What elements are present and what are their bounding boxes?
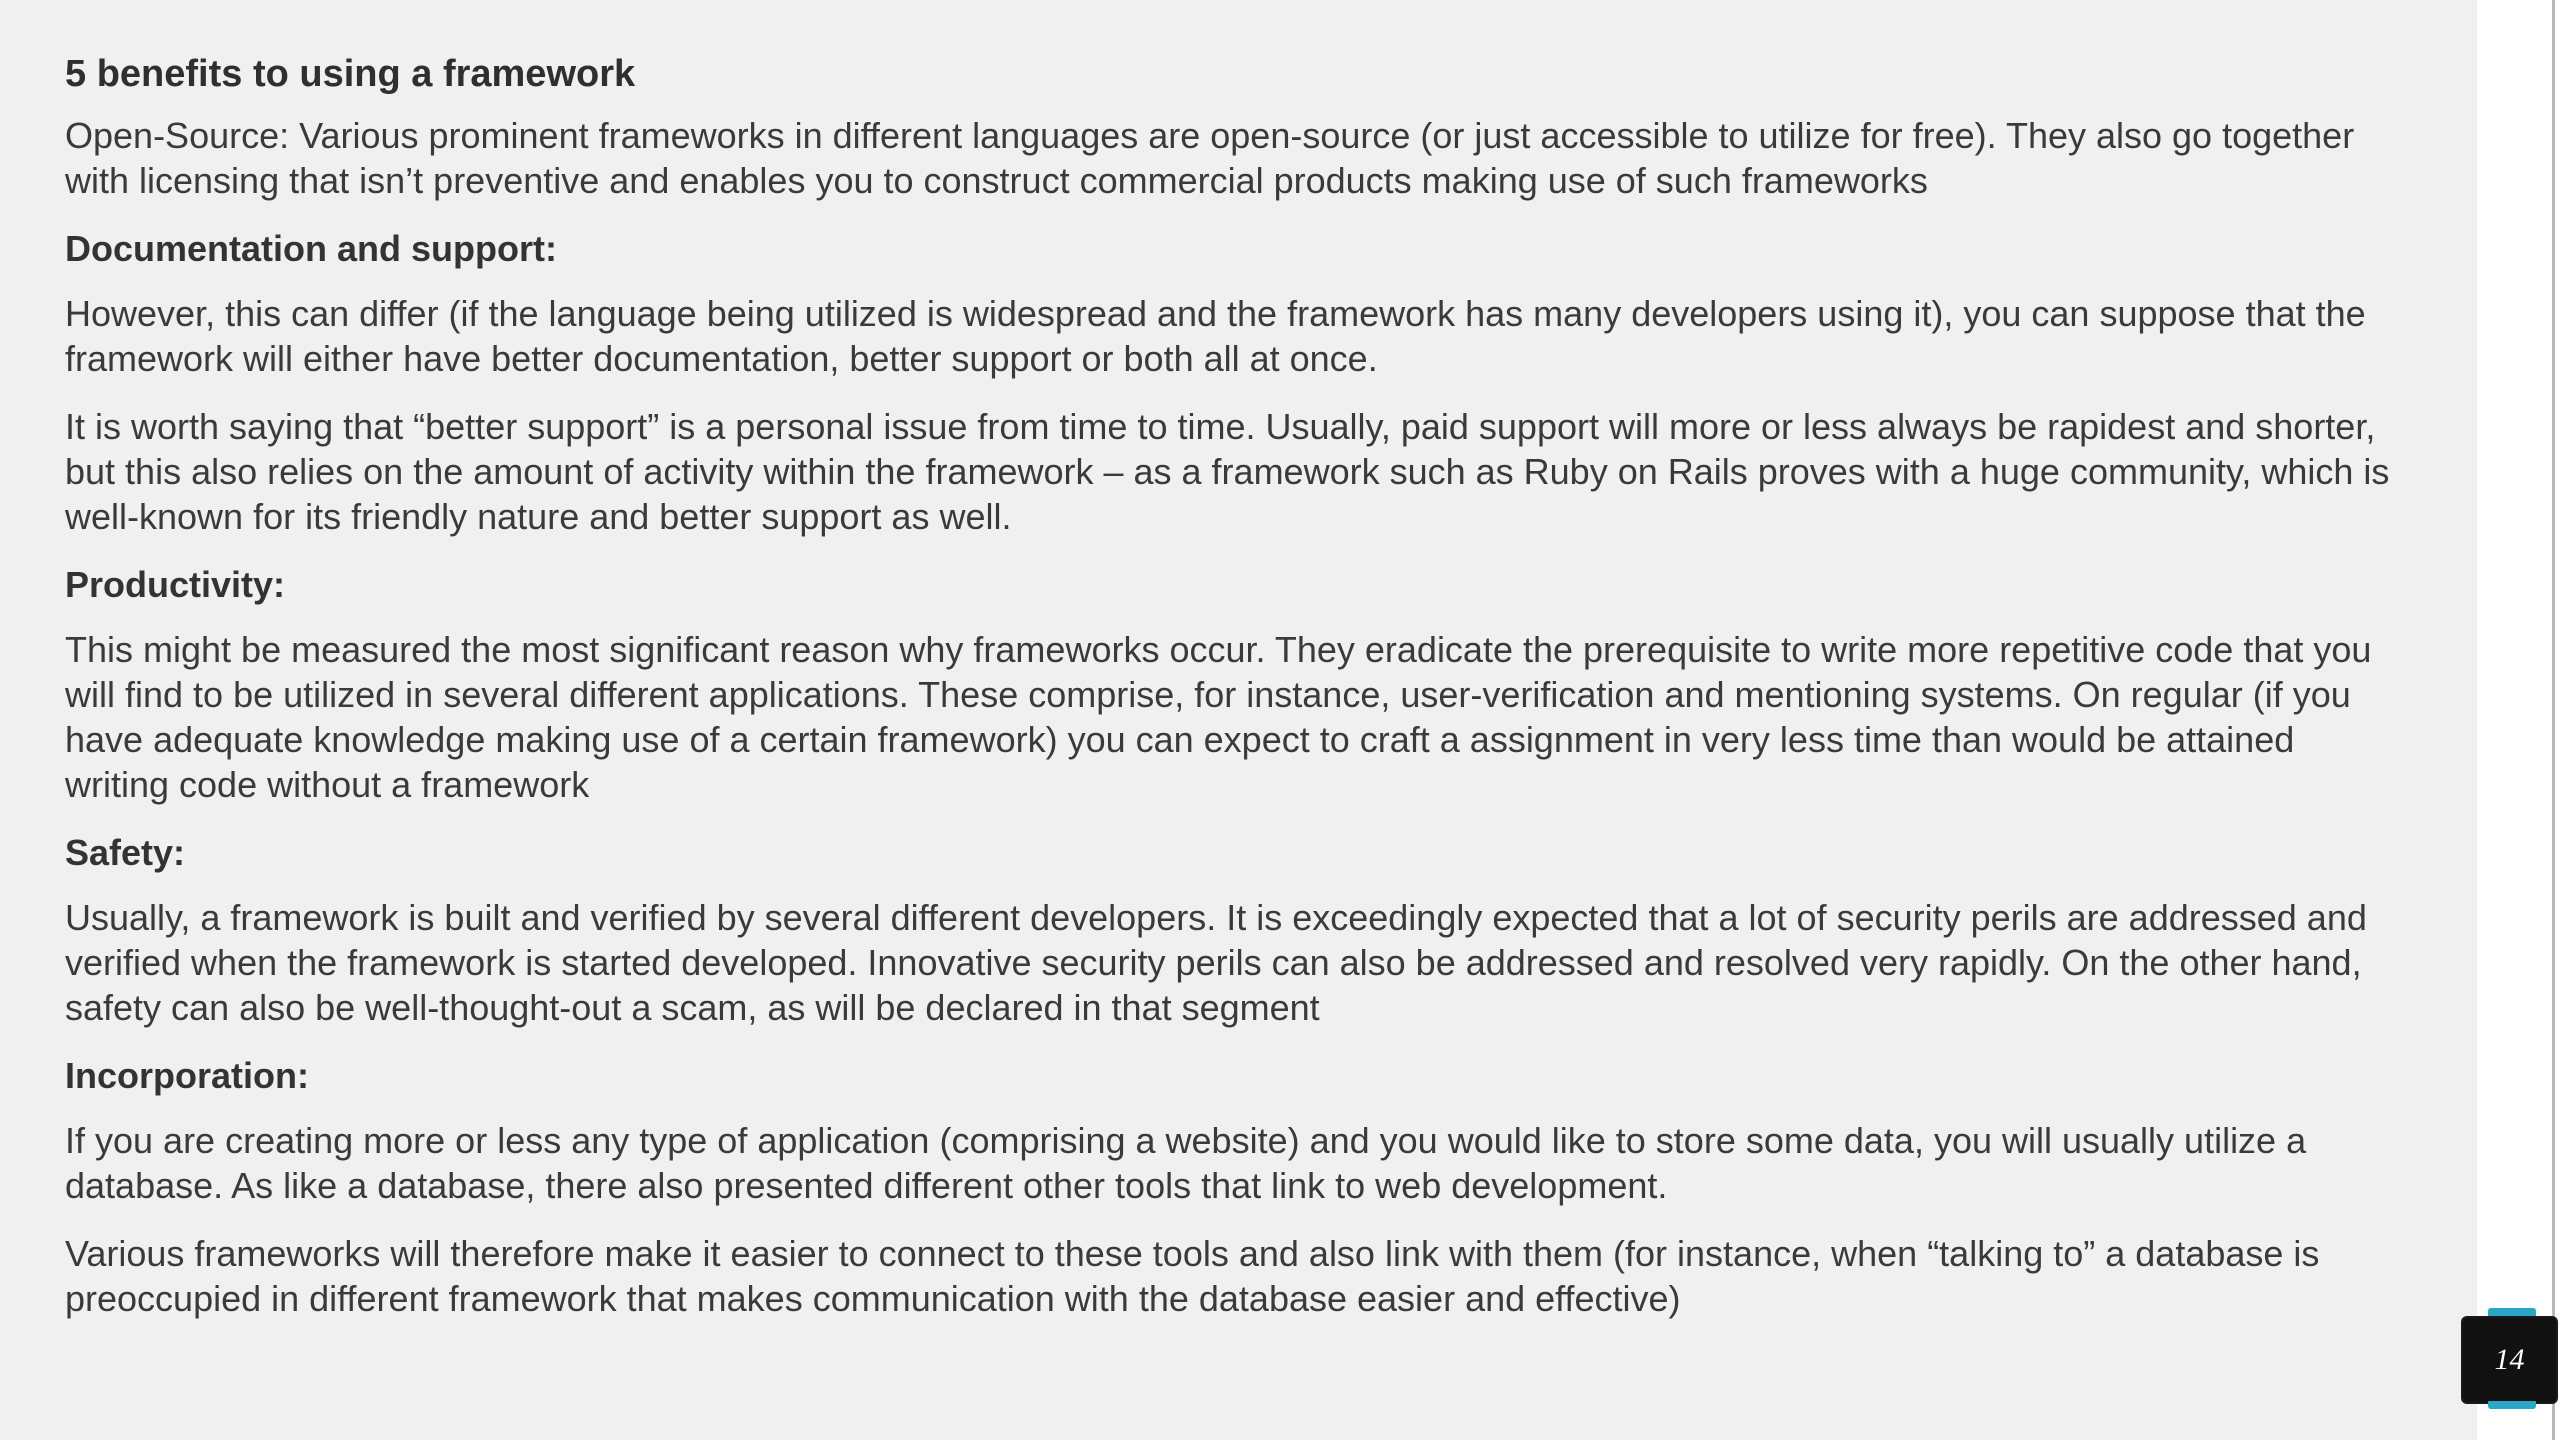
paragraph-productivity: This might be measured the most significant reason why frameworks occur. They eradicate the prerequisite to write more repetitive code that you will find to be utilized in several different applications. These comprise, for instance, user-verification and mentioning systems. On regular (if you have adequate knowledge making use of a certain framework) you can expect to craft a assignment in very less time than would be attained writing code without a framework bbox=[65, 629, 2372, 805]
page-badge-accent-bottom bbox=[2488, 1401, 2536, 1409]
slide-margin bbox=[2477, 0, 2560, 1440]
paragraph-documentation: However, this can differ (if the language being utilized is widespread and the framework has many developers using it), you can suppose that the framework will either have better documentation, better support or both all at once. bbox=[65, 293, 2366, 379]
paragraph-incorporation: If you are creating more or less any type of application (comprising a website) and you would like to store some data, you will usually utilize a database. As like a database, there also presented different other tools that link to web development. bbox=[65, 1120, 2307, 1206]
heading-productivity: Productivity: bbox=[65, 564, 286, 605]
heading-safety: Safety: bbox=[65, 832, 186, 873]
slide-title: 5 benefits to using a framework bbox=[65, 53, 636, 95]
paragraph-tools: Various frameworks will therefore make it easier to connect to these tools and also link with them (for instance, when “talking to” a database is preoccupied in different framework that makes communication with the database easier and effective) bbox=[65, 1233, 2320, 1319]
paragraph-safety: Usually, a framework is built and verified by several different developers. It is exceedingly expected that a lot of security perils are addressed and verified when the framework is started developed. Innovative security perils can also be addressed and resolved very rapidly. On the other hand, safety can also be well-thought-out a scam, as will be declared in that segment bbox=[65, 897, 2367, 1028]
slide-content bbox=[65, 52, 2405, 1344]
paragraph-open-source: Open-Source: Various prominent frameworks in different languages are open-source (or just accessible to utilize for free). They also go together with licensing that isn’t preventive and enables you to construct commercial products making use of such frameworks bbox=[65, 115, 2355, 201]
page-number: 14 bbox=[2494, 1343, 2525, 1376]
heading-documentation: Documentation and support: bbox=[65, 228, 557, 269]
divider-line bbox=[2552, 0, 2555, 1440]
heading-incorporation: Incorporation: bbox=[65, 1055, 309, 1096]
page-badge-accent-top bbox=[2488, 1308, 2536, 1318]
paragraph-support: It is worth saying that “better support” is a personal issue from time to time. Usually, paid support will more or less always be rapidest and shorter, but this also relies on the amount of activity within the framework – as a framework such as Ruby on Rails proves with a huge community, which is well-known for its friendly nature and better support as well. bbox=[65, 406, 2390, 537]
